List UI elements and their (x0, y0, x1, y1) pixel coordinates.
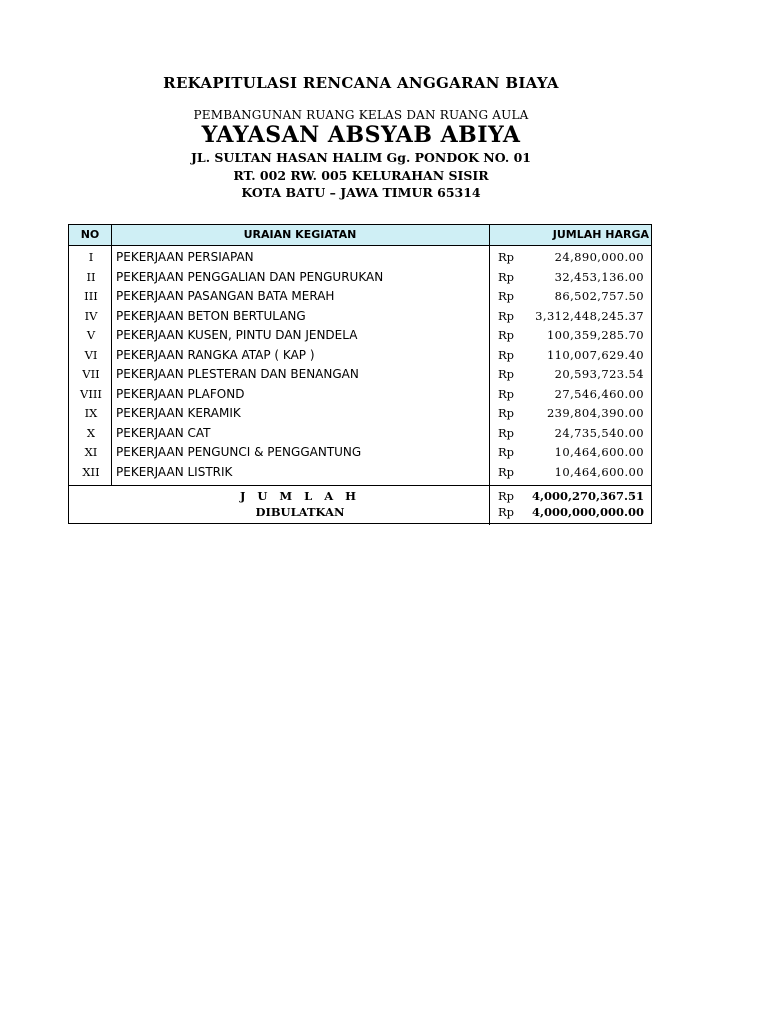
row-currency: Rp (498, 347, 515, 362)
row-currency: Rp (498, 406, 515, 420)
total-row (69, 489, 651, 505)
row-amount: 10,464,600.00 (554, 445, 644, 459)
row-amount: 24,735,540.00 (554, 425, 644, 440)
row-currency: Rp (498, 445, 515, 459)
table-row (69, 270, 651, 290)
row-amount: 24,890,000.00 (554, 250, 644, 264)
address-line-2: RT. 002 RW. 005 KELURAHAN SISIR (233, 168, 489, 183)
row-number: V (86, 328, 96, 342)
table-row (69, 289, 651, 309)
rounded-row (69, 505, 651, 521)
row-number: IX (84, 406, 98, 420)
row-number: I (88, 250, 94, 264)
row-amount: 3,312,448,245.37 (535, 308, 644, 323)
row-currency: Rp (498, 289, 515, 303)
row-amount: 27,546,460.00 (554, 386, 644, 401)
address-line-3: KOTA BATU – JAWA TIMUR 65314 (241, 185, 481, 200)
row-description: PEKERJAAN RANGKA ATAP ( KAP ) (116, 347, 315, 362)
row-currency: Rp (498, 250, 515, 264)
table-row (69, 328, 651, 348)
rounded-amount: 4,000,000,000.00 (531, 505, 644, 519)
row-number: II (86, 269, 96, 284)
rounded-label: DIBULATKAN (255, 505, 345, 519)
table-row (69, 426, 651, 446)
row-currency: Rp (498, 328, 515, 342)
row-number: IV (84, 308, 98, 323)
row-description: PEKERJAAN PENGGALIAN DAN PENGURUKAN (116, 269, 384, 284)
document-title: REKAPITULASI RENCANA ANGGARAN BIAYA (163, 74, 559, 92)
row-description: PEKERJAAN CAT (116, 425, 211, 440)
row-currency: Rp (498, 367, 515, 381)
row-currency: Rp (498, 464, 515, 479)
row-description: PEKERJAAN KERAMIK (116, 406, 241, 420)
row-description: PEKERJAAN PLESTERAN DAN BENANGAN (116, 367, 359, 381)
row-amount: 239,804,390.00 (546, 406, 644, 420)
row-number: VII (82, 367, 100, 381)
table-row (69, 445, 651, 465)
row-currency: Rp (498, 269, 515, 284)
row-amount: 10,464,600.00 (554, 464, 644, 479)
budget-summary-table (68, 224, 652, 524)
table-row (69, 309, 651, 329)
row-number: XII (82, 464, 100, 479)
total-amount: 4,000,270,367.51 (531, 489, 644, 503)
row-number: III (84, 289, 98, 303)
header-jumlah-label: JUMLAH HARGA (552, 228, 649, 241)
row-number: VI (84, 347, 98, 362)
table-row (69, 387, 651, 407)
row-amount: 100,359,285.70 (546, 328, 644, 342)
row-description: PEKERJAAN PLAFOND (116, 386, 245, 401)
row-amount: 20,593,723.54 (554, 367, 644, 381)
row-currency: Rp (498, 425, 515, 440)
row-description: PEKERJAAN PENGUNCI & PENGGANTUNG (116, 445, 362, 459)
row-description: PEKERJAAN PASANGAN BATA MERAH (116, 289, 335, 303)
table-header (69, 225, 651, 246)
row-amount: 32,453,136.00 (554, 269, 644, 284)
row-number: VIII (80, 386, 102, 401)
address-line-1: JL. SULTAN HASAN HALIM Gg. PONDOK NO. 01 (190, 150, 531, 165)
row-description: PEKERJAAN BETON BERTULANG (116, 308, 306, 323)
total-currency: Rp (498, 489, 515, 503)
row-description: PEKERJAAN PERSIAPAN (116, 250, 254, 264)
total-label: J U M L A H (239, 489, 361, 503)
header-no: NO (80, 228, 100, 241)
rounded-currency: Rp (498, 505, 515, 519)
table-row (69, 465, 651, 485)
project-subtitle: PEMBANGUNAN RUANG KELAS DAN RUANG AULA (193, 108, 529, 122)
header-uraian: URAIAN KEGIATAN (243, 228, 357, 241)
row-number: XI (84, 445, 98, 459)
row-description: PEKERJAAN KUSEN, PINTU DAN JENDELA (116, 328, 358, 342)
row-amount: 86,502,757.50 (554, 289, 644, 303)
table-row (69, 250, 651, 270)
table-row (69, 406, 651, 426)
total-separator (69, 485, 651, 486)
table-row (69, 348, 651, 368)
row-currency: Rp (498, 386, 515, 401)
row-description: PEKERJAAN LISTRIK (116, 464, 233, 479)
organization-name: YAYASAN ABSYAB ABIYA (201, 122, 521, 148)
table-row (69, 367, 651, 387)
row-currency: Rp (498, 308, 515, 323)
row-amount: 110,007,629.40 (546, 347, 644, 362)
row-number: X (86, 425, 96, 440)
